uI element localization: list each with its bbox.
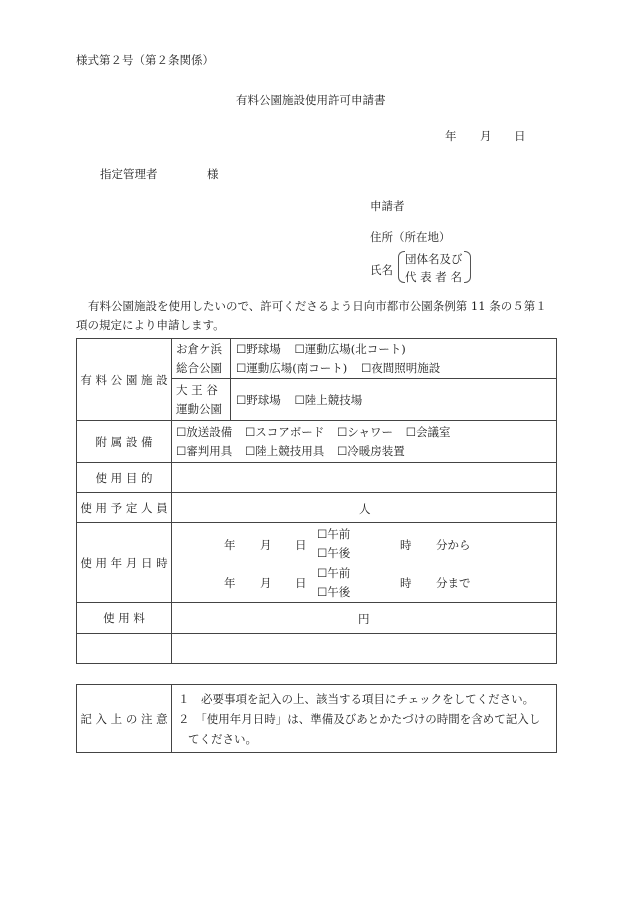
- note-item-1: １ 必要事項を記入の上、該当する項目にチェックをしてください。: [178, 691, 535, 706]
- addressee: 指定管理者: [100, 167, 158, 181]
- to-am-checkbox[interactable]: ☐午前: [317, 566, 351, 580]
- park-1-facilities: [231, 339, 557, 379]
- park-oudani: [172, 379, 231, 421]
- notes-content: [172, 685, 557, 753]
- blank-label-cell: [77, 634, 172, 664]
- checkbox-referee-gear[interactable]: ☐審判用具: [176, 443, 233, 458]
- datetime-label: 使 用 年 月 日 時: [77, 523, 172, 603]
- notes-label: 記 入 上 の 注 意: [77, 685, 172, 753]
- applicant-name-label: 氏名: [370, 263, 393, 277]
- checkbox-scoreboard[interactable]: ☐スコアボード: [244, 424, 325, 439]
- from-pm-checkbox[interactable]: ☐午後: [317, 546, 351, 560]
- park-2-facilities: [231, 379, 557, 421]
- people-field[interactable]: [172, 493, 557, 523]
- to-hour: 時: [400, 576, 412, 590]
- name-note-right-bracket: [464, 251, 471, 283]
- date-day: 日: [514, 129, 526, 143]
- purpose-field[interactable]: [172, 463, 557, 493]
- form-number: 様式第２号（第２条関係）: [76, 53, 214, 67]
- from-minute: 分から: [436, 538, 471, 552]
- name-note-left-bracket: [398, 251, 405, 283]
- checkbox-night-lighting[interactable]: ☐夜間照明施設: [360, 360, 441, 375]
- to-minute: 分まで: [436, 576, 471, 590]
- park-2-name-1: 大 王 谷: [176, 382, 218, 397]
- from-day: 日: [295, 538, 307, 552]
- park-2-name-2: 運動公園: [176, 401, 222, 416]
- park-okuragahama: [172, 339, 231, 379]
- people-label: 使 用 予 定 人 員: [77, 493, 172, 523]
- checkbox-air-conditioning[interactable]: ☐冷暖房装置: [336, 443, 405, 458]
- checkbox-baseball-2[interactable]: ☐野球場: [236, 392, 281, 407]
- date-month: 月: [480, 129, 492, 143]
- datetime-field[interactable]: [172, 523, 557, 603]
- fee-field[interactable]: [172, 603, 557, 634]
- applicant-label: 申請者: [370, 199, 405, 213]
- park-1-name-1: お倉ケ浜: [176, 341, 222, 356]
- application-table: [76, 338, 557, 664]
- to-year: 年: [224, 576, 236, 590]
- checkbox-field-south[interactable]: ☐運動広場(南コート): [236, 360, 348, 375]
- intro-line-1: 有料公園施設を使用したいので、許可くださるよう日向市都市公園条例第 11 条の５第１: [88, 299, 547, 313]
- checkbox-baseball-1[interactable]: ☐野球場: [236, 341, 281, 356]
- from-year: 年: [224, 538, 236, 552]
- to-pm-checkbox[interactable]: ☐午後: [317, 585, 351, 599]
- checkbox-broadcast[interactable]: ☐放送設備: [176, 424, 233, 439]
- fee-label: 使 用 料: [77, 603, 172, 634]
- equipment-label: 附 属 設 備: [77, 421, 172, 463]
- to-day: 日: [295, 576, 307, 590]
- park-1-name-2: 総合公園: [176, 360, 222, 375]
- note-item-2a: ２ 「使用年月日時」は、準備及びあとかたづけの時間を含めて記入し: [178, 711, 541, 726]
- note-item-2b: てください。: [188, 731, 257, 746]
- checkbox-athletics-field[interactable]: ☐陸上競技場: [294, 392, 363, 407]
- from-month: 月: [260, 538, 272, 552]
- from-am-checkbox[interactable]: ☐午前: [317, 527, 351, 541]
- honorific: 様: [207, 167, 219, 181]
- equipment-options: [172, 421, 557, 463]
- date-year: 年: [445, 129, 457, 143]
- form-title: 有料公園施設使用許可申請書: [236, 93, 386, 107]
- applicant-name-note-2: 代 表 者 名: [405, 270, 462, 284]
- blank-field[interactable]: [172, 634, 557, 664]
- purpose-label: 使 用 目 的: [77, 463, 172, 493]
- intro-line-2: 項の規定により申請します。: [76, 318, 225, 332]
- checkbox-athletics-gear[interactable]: ☐陸上競技用具: [244, 443, 325, 458]
- to-month: 月: [260, 576, 272, 590]
- from-hour: 時: [400, 538, 412, 552]
- fee-unit: 円: [358, 612, 370, 626]
- applicant-address-label: 住所（所在地）: [370, 230, 451, 244]
- checkbox-shower[interactable]: ☐シャワー: [336, 424, 394, 439]
- facility-label: 有 料 公 園 施 設: [77, 339, 172, 421]
- people-unit: 人: [359, 502, 371, 516]
- applicant-name-note-1: 団体名及び: [405, 252, 463, 266]
- checkbox-meeting-room[interactable]: ☐会議室: [405, 424, 451, 439]
- notes-table: [76, 684, 557, 753]
- checkbox-field-north[interactable]: ☐運動広場(北コート): [294, 341, 406, 356]
